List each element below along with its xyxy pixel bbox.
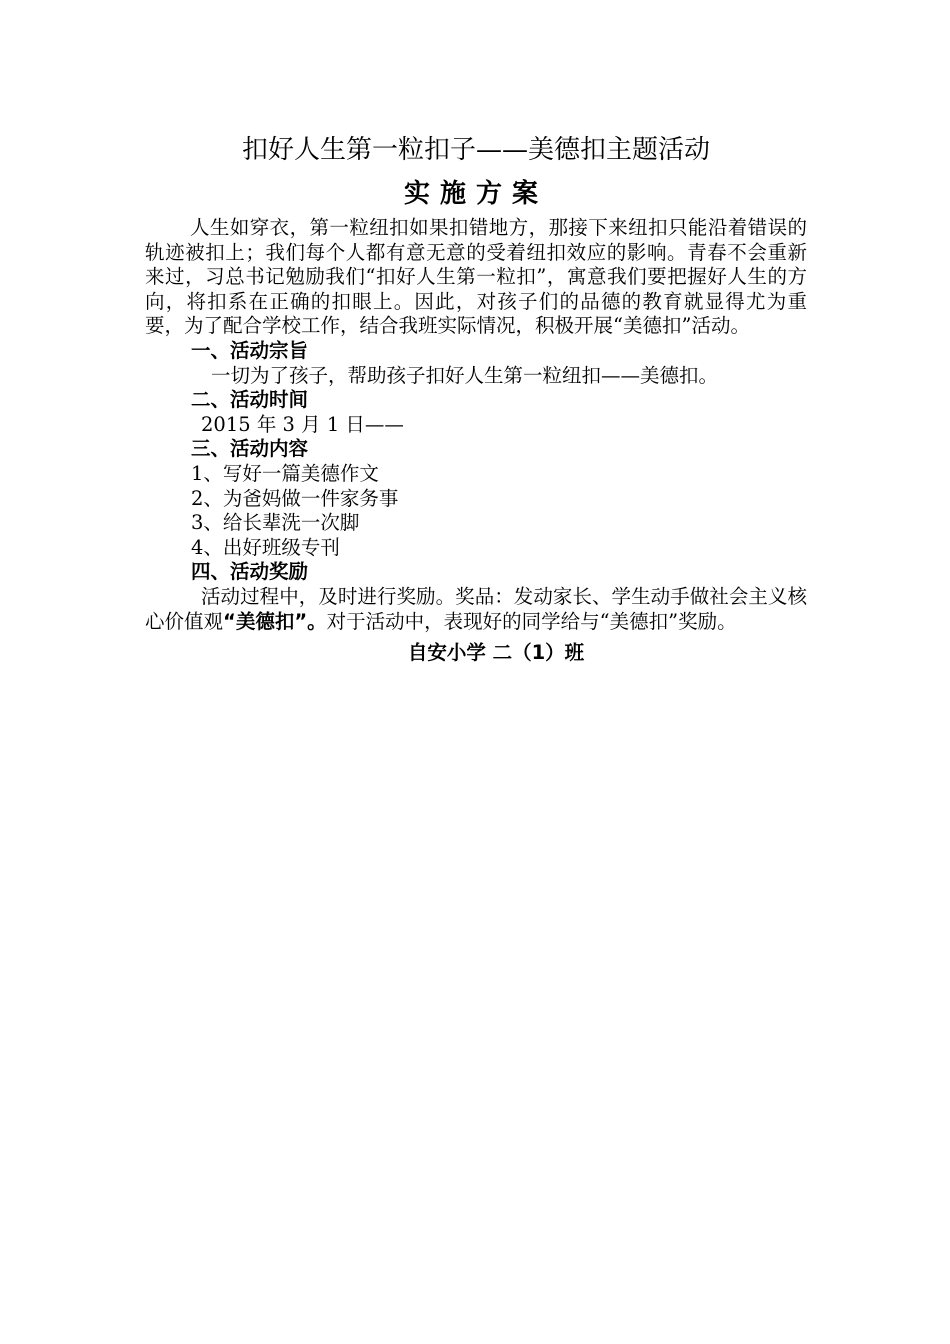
document-subtitle: 实施方案: [403, 179, 548, 209]
document-page: [145, 128, 807, 668]
signature: 自安小学 二（1）班: [407, 641, 585, 665]
content-item: 3、给长辈洗一次脚: [191, 511, 360, 535]
section-heading-purpose: 一、活动宗旨: [191, 338, 309, 362]
content-item: 2、为爸妈做一件家务事: [191, 486, 399, 510]
content-item: 4、出好班级专刊: [191, 535, 340, 559]
intro-paragraph: 人生如穿衣，第一粒纽扣如果扣错地方，那接下来纽扣只能沿着错误的轨迹被扣上；我们每个人都有意无意的受着纽扣效应的影响。青春不会重新来过，习总书记勉励我们“扣好人生第一粒扣”，寓意我们要把握好人生的方向，将扣系在正确的扣眼上。因此，对孩子们的品德的教育就显得尤为重要，为了配合学校工作，结合我班实际情况，积极开展“美德扣”活动。: [145, 216, 807, 338]
document-title: 扣好人生第一粒扣子——美德扣主题活动: [241, 135, 710, 165]
reward-text-bold: “美德扣”。: [223, 609, 327, 633]
section-heading-time: 二、活动时间: [191, 388, 309, 412]
time-text: 2015 年 3 月 1 日——: [201, 412, 404, 436]
reward-paragraph: [145, 585, 807, 634]
reward-text-end: 对于活动中，表现好的同学给与“美德扣”奖励。: [326, 609, 737, 633]
reward-text-start: 活动过程中，及时进行奖励。奖品：发动家长、学生动手做社会主义核心价值观: [145, 584, 807, 633]
purpose-text: 一切为了孩子，帮助孩子扣好人生第一粒纽扣——美德扣。: [211, 363, 719, 387]
content-item: 1、写好一篇美德作文: [191, 461, 379, 485]
section-heading-reward: 四、活动奖励: [191, 560, 309, 584]
section-heading-content: 三、活动内容: [191, 437, 309, 461]
